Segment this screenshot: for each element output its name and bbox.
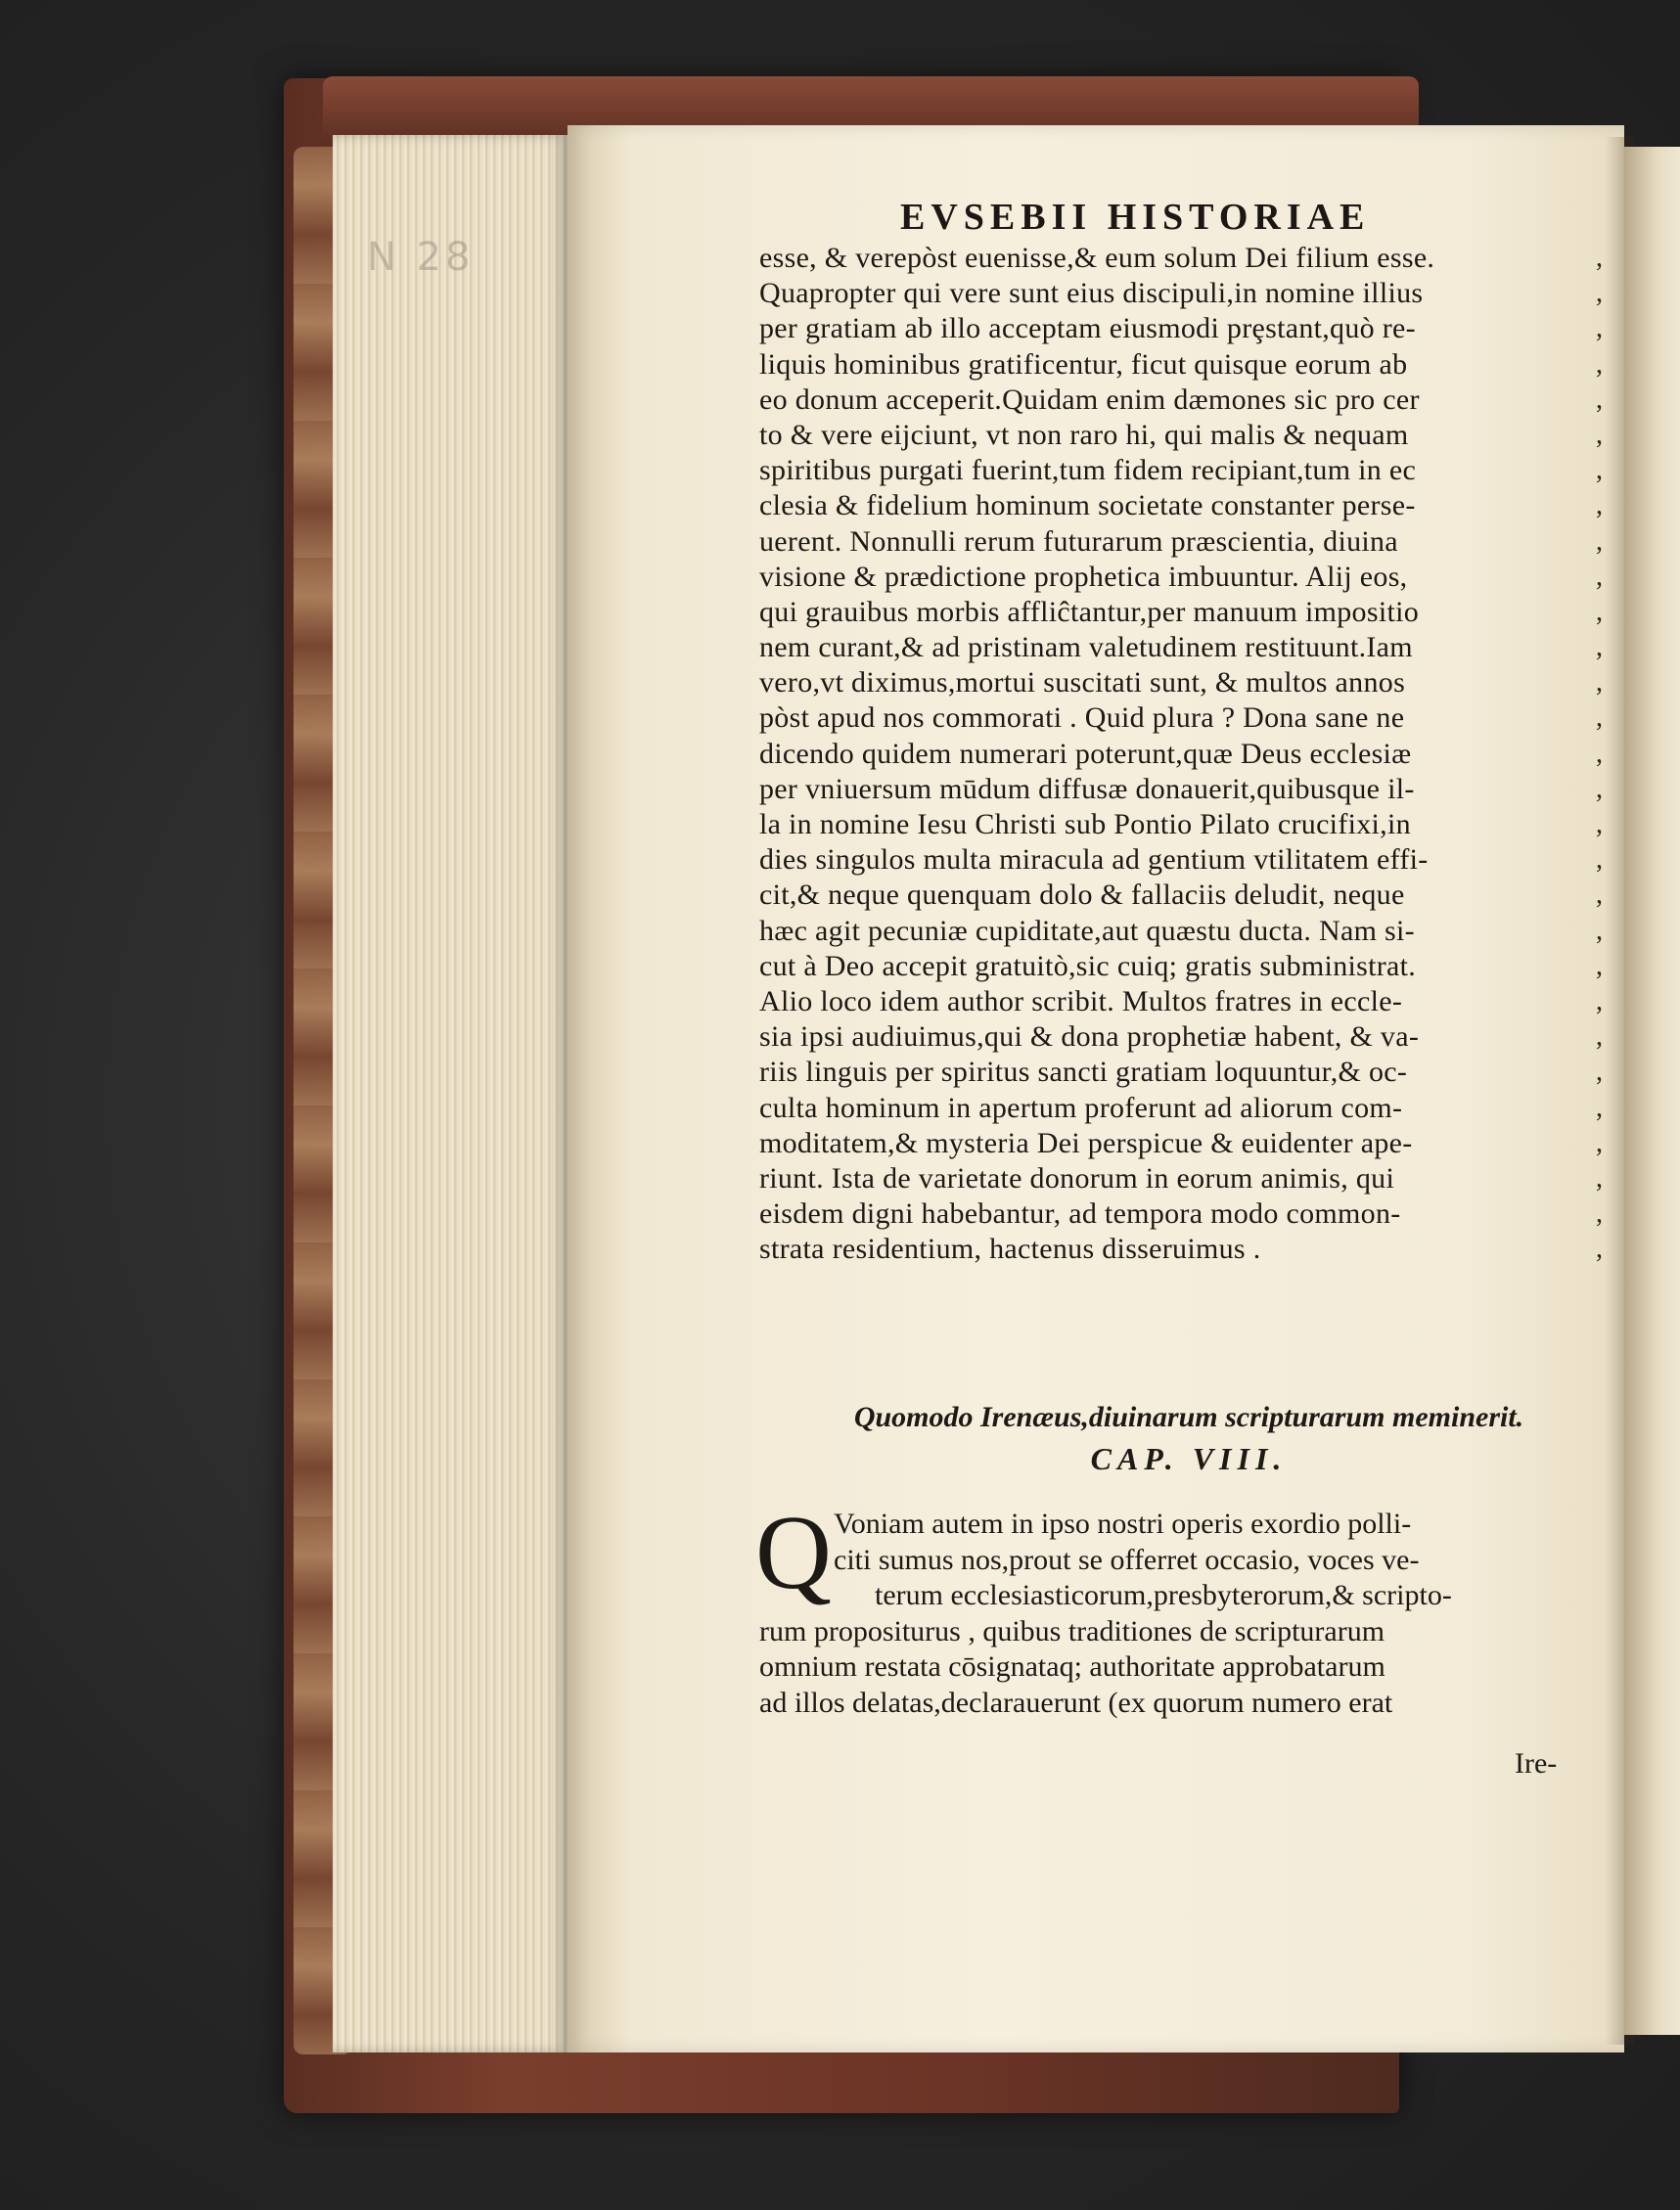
- marginal-quote-mark: ,: [1596, 596, 1604, 627]
- text-line-content: Quapropter qui vere sunt eius discipuli,in nomine illius: [759, 277, 1424, 310]
- chapter-text-line: citi sumus nos,prout se offerret occasio, voces ve-: [834, 1543, 1420, 1576]
- marginal-quote-mark: ,: [1596, 525, 1604, 557]
- marginal-quote-mark: ,: [1596, 243, 1604, 273]
- text-line-content: Alio loco idem author scribit. Multos fratres in eccle-: [759, 984, 1403, 1017]
- text-line: [759, 1055, 1604, 1090]
- text-line: [759, 488, 1604, 523]
- marginal-quote-mark: ,: [1596, 455, 1604, 486]
- marginal-quote-mark: ,: [1596, 844, 1604, 876]
- text-line: [759, 347, 1604, 383]
- text-line: [759, 914, 1604, 949]
- text-line-content: uerent. Nonnulli rerum futurarum præscientia, diuina: [759, 524, 1398, 558]
- marginal-quote-mark: ,: [1596, 278, 1604, 309]
- chapter-text-line: ad illos delatas,declarauerunt (ex quorum numero erat: [759, 1686, 1393, 1719]
- running-head: EVSEBII HISTORIAE: [900, 197, 1371, 238]
- text-line: [759, 241, 1604, 276]
- text-line-content: per gratiam ab illo acceptam eiusmodi prȩstant,quò re-: [759, 312, 1416, 345]
- text-line: [759, 524, 1604, 560]
- chapter-number: CAP. VIII.: [1090, 1441, 1288, 1476]
- marginal-quote-mark: ,: [1596, 1162, 1604, 1194]
- text-line-content: sia ipsi audiuimus,qui & dona prophetiæ habent, & va-: [759, 1020, 1420, 1054]
- text-line-content: riunt. Ista de varietate donorum in eorum animis, qui: [759, 1161, 1395, 1195]
- marginal-quote-mark: ,: [1596, 1092, 1604, 1123]
- marginal-quote-mark: ,: [1596, 632, 1604, 663]
- text-line-content: to & vere eijciunt, vt non raro hi, qui malis & nequam: [759, 418, 1409, 451]
- drop-cap: Q: [755, 1495, 832, 1611]
- text-line: [759, 453, 1604, 488]
- body-text: [759, 241, 1604, 1267]
- chapter-text-line: omnium restata cōsignataq; authoritate approbatarum: [759, 1650, 1385, 1683]
- text-line: [759, 1019, 1604, 1055]
- text-line-content: nem curant,& ad pristinam valetudinem restituunt.Iam: [759, 631, 1413, 664]
- marginal-quote-mark: ,: [1596, 667, 1604, 699]
- text-line-content: pòst apud nos commorati . Quid plura ? Dona sane ne: [759, 701, 1405, 735]
- marginal-quote-mark: ,: [1596, 809, 1604, 839]
- text-line: [759, 737, 1604, 772]
- text-line: [759, 772, 1604, 807]
- text-line-content: clesia & fidelium hominum societate constanter perse-: [759, 489, 1416, 522]
- text-line-content: eo donum acceperit.Quidam enim dæmones sic pro cer: [759, 383, 1420, 416]
- text-line: [759, 842, 1604, 878]
- text-line: [759, 383, 1604, 418]
- marginal-quote-mark: ,: [1596, 1234, 1604, 1265]
- text-line-content: hæc agit pecuniæ cupiditate,aut quæstu ducta. Nam si-: [759, 914, 1415, 947]
- marginal-quote-mark: ,: [1596, 1127, 1604, 1158]
- text-line: [759, 560, 1604, 595]
- marginal-quote-mark: ,: [1596, 1057, 1604, 1088]
- text-line: [759, 1126, 1604, 1161]
- text-line: [759, 984, 1604, 1019]
- text-line-content: cut à Deo accepit gratuitò,sic cuiq; gratis subministrat.: [759, 949, 1417, 982]
- text-line-content: la in nomine Iesu Christi sub Pontio Pilato crucifixi,in: [759, 808, 1411, 840]
- chapter-title: Quomodo Irenæus,diuinarum scripturarum meminerit.: [853, 1401, 1524, 1433]
- edge-stamp: N 28: [367, 235, 475, 280]
- chapter-text: [759, 1507, 1581, 1721]
- text-line: [759, 595, 1604, 630]
- text-line: [759, 1091, 1604, 1126]
- text-line-content: dicendo quidem numerari poterunt,quæ Deus ecclesiæ: [759, 737, 1412, 770]
- text-line-content: moditatem,& mysteria Dei perspicue & euidenter ape-: [759, 1126, 1413, 1159]
- text-line: [759, 1232, 1604, 1267]
- text-line: [759, 311, 1604, 346]
- chapter-text-line: Voniam autem in ipso nostri operis exordio polli-: [834, 1508, 1412, 1540]
- marginal-quote-mark: ,: [1596, 985, 1604, 1016]
- text-line: [759, 949, 1604, 984]
- text-line: [759, 878, 1604, 913]
- text-line-content: esse, & verepòst euenisse,& eum solum Dei filium esse.: [759, 242, 1435, 274]
- text-line-content: eisdem digni habebantur, ad tempora modo common-: [759, 1197, 1401, 1231]
- text-line-content: per vniuersum mūdum diffusæ donauerit,quibusque il-: [759, 772, 1415, 805]
- marginal-quote-mark: ,: [1596, 348, 1604, 380]
- marginal-quote-mark: ,: [1596, 702, 1604, 734]
- marginal-quote-mark: ,: [1596, 738, 1604, 769]
- text-line: [759, 807, 1604, 842]
- marginal-quote-mark: ,: [1596, 773, 1604, 804]
- text-line: [759, 1161, 1604, 1196]
- marginal-quote-mark: ,: [1596, 313, 1604, 344]
- text-line-content: riis linguis per spiritus sancti gratiam loquuntur,& oc-: [759, 1056, 1408, 1089]
- text-line: [759, 418, 1604, 453]
- marginal-quote-mark: ,: [1596, 561, 1604, 592]
- text-line: [759, 630, 1604, 665]
- marginal-quote-mark: ,: [1596, 915, 1604, 946]
- text-line-content: visione & prædictione prophetica imbuuntur. Alij eos,: [759, 560, 1408, 593]
- text-line-content: qui grauibus morbis affliĉtantur,per manuum impositio: [759, 595, 1420, 628]
- marginal-quote-mark: ,: [1596, 490, 1604, 521]
- text-line-content: spiritibus purgati fuerint,tum fidem recipiant,tum in ec: [759, 454, 1417, 487]
- marginal-quote-mark: ,: [1596, 879, 1604, 911]
- marginal-quote-mark: ,: [1596, 1021, 1604, 1053]
- marginal-quote-mark: ,: [1596, 419, 1604, 450]
- marginal-quote-mark: ,: [1596, 383, 1604, 415]
- chapter-text-line: terum ecclesiasticorum,presbyterorum,& scripto-: [875, 1579, 1452, 1611]
- text-line-content: liquis hominibus gratificentur, ficut quisque eorum ab: [759, 347, 1408, 381]
- text-line: [759, 700, 1604, 736]
- text-line-content: culta hominum in apertum proferunt ad aliorum com-: [759, 1091, 1403, 1124]
- text-line-content: strata residentium, hactenus disseruimus .: [759, 1233, 1261, 1266]
- text-line: [759, 665, 1604, 700]
- catchword: Ire-: [1515, 1747, 1558, 1780]
- marginal-quote-mark: ,: [1596, 950, 1604, 981]
- facing-page-edge: [1624, 147, 1680, 2035]
- page-edges: [333, 135, 568, 2052]
- text-line: [759, 276, 1604, 311]
- chapter-text-line: rum propositurus , quibus traditiones de scripturarum: [759, 1614, 1385, 1647]
- marginal-quote-mark: ,: [1596, 1198, 1604, 1230]
- text-line-content: cit,& neque quenquam dolo & fallaciis deludit, neque: [759, 879, 1405, 912]
- text-line: [759, 1196, 1604, 1232]
- text-line-content: dies singulos multa miracula ad gentium vtilitatem effi-: [759, 843, 1429, 877]
- text-line-content: vero,vt diximus,mortui suscitati sunt, & multos annos: [759, 666, 1406, 699]
